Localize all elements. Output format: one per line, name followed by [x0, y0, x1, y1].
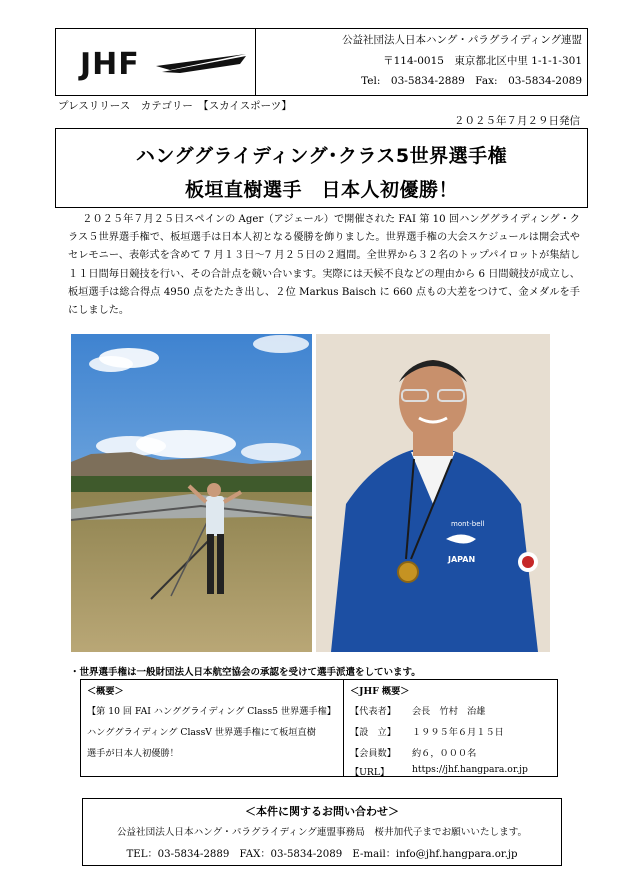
- logo-text: JHF: [80, 47, 140, 82]
- org-phone-fax: Tel: 03-5834-2889 Fax: 03-5834-2089: [361, 75, 582, 87]
- contact-heading: ＜本件に関するお問い合わせ＞: [245, 805, 399, 818]
- jhf-row-label: 【代表者】: [350, 706, 396, 717]
- org-address: 〒114-0015 東京都北区中里 1-1-1-301: [383, 55, 582, 67]
- dispatch-note: ・世界選手権は一般財団法人日本航空協会の承認を受けて選手派遣をしています。: [70, 667, 421, 678]
- jacket-team: JAPAN: [448, 555, 476, 564]
- jhf-row-value: 約６，０００名: [412, 748, 477, 759]
- jhf-logo: [70, 42, 250, 82]
- jhf-row-value: 会長 竹村 治雄: [412, 706, 486, 717]
- contact-box: [82, 798, 562, 866]
- body-paragraph: ２０２５年７月２５日スペインの Ager（アジェール）で開催された FAI 第 10 回ハンググライディング・クラス５世界選手権で、板垣選手は日本人初となる優勝を飾りました。世界選手権の大会スケジュールは開会式やセレモニー、表彰式を含めて 7 月１３日～7 月２５日の２週間。全世界から３２名のトップパイロットが集結し１１日間毎日競技を行い、その合計点を競い合います。実際には天候不良などの理由から 6 日間競技が成立し、板垣選手は総合得点 4950 点をたたき出し、２位 Markus Baisch に 660 点もの大差をつけて、金メダルを手にしました。: [68, 214, 580, 317]
- summary-line-1: 【第 10 回 FAI ハンググライディング Class5 世界選手権】: [87, 706, 336, 717]
- jhf-overview-heading: ＜JHF 概要＞: [350, 686, 410, 697]
- jacket-brand: mont-bell: [451, 520, 485, 528]
- jhf-row-value: １９９５年６月１５日: [412, 727, 504, 738]
- contact-line-1: 公益社団法人日本ハング・パラグライディング連盟事務局 桜井加代子までお願いいたします。: [116, 827, 528, 838]
- summary-heading: ＜概要＞: [87, 686, 124, 697]
- title-line-1: ハンググライディング･クラス5世界選手権: [135, 145, 508, 167]
- contact-line-2[interactable]: TEL：03-5834-2889 FAX：03-5834-2089 E-mail：info@jhf.hangpara.or.jp: [126, 849, 518, 860]
- summary-line-2: ハンググライディング ClassV 世界選手権にて板垣直樹: [87, 727, 316, 738]
- photo-itagaki-portrait: [316, 334, 550, 652]
- press-category: プレスリリース カテゴリー 【スカイスポーツ】: [58, 100, 292, 112]
- header-divider: [255, 28, 256, 96]
- title-line-2: 板垣直樹選手 日本人初優勝！: [184, 179, 458, 201]
- photo-pilot-with-glider: [71, 334, 312, 652]
- jhf-row-label: 【設 立】: [350, 727, 396, 738]
- jhf-row-label: 【会員数】: [350, 748, 396, 759]
- issue-date: ２０２５年７月２９日発信: [454, 115, 580, 127]
- title-box: [55, 128, 588, 208]
- summary-line-3: 選手が日本人初優勝！: [87, 748, 179, 759]
- org-name: 公益社団法人日本ハング・パラグライディング連盟: [342, 34, 582, 46]
- jhf-url-link[interactable]: https://jhf.hangpara.or.jp: [412, 764, 528, 775]
- jhf-row-label: 【URL】: [350, 767, 390, 778]
- info-table-divider: [343, 679, 344, 777]
